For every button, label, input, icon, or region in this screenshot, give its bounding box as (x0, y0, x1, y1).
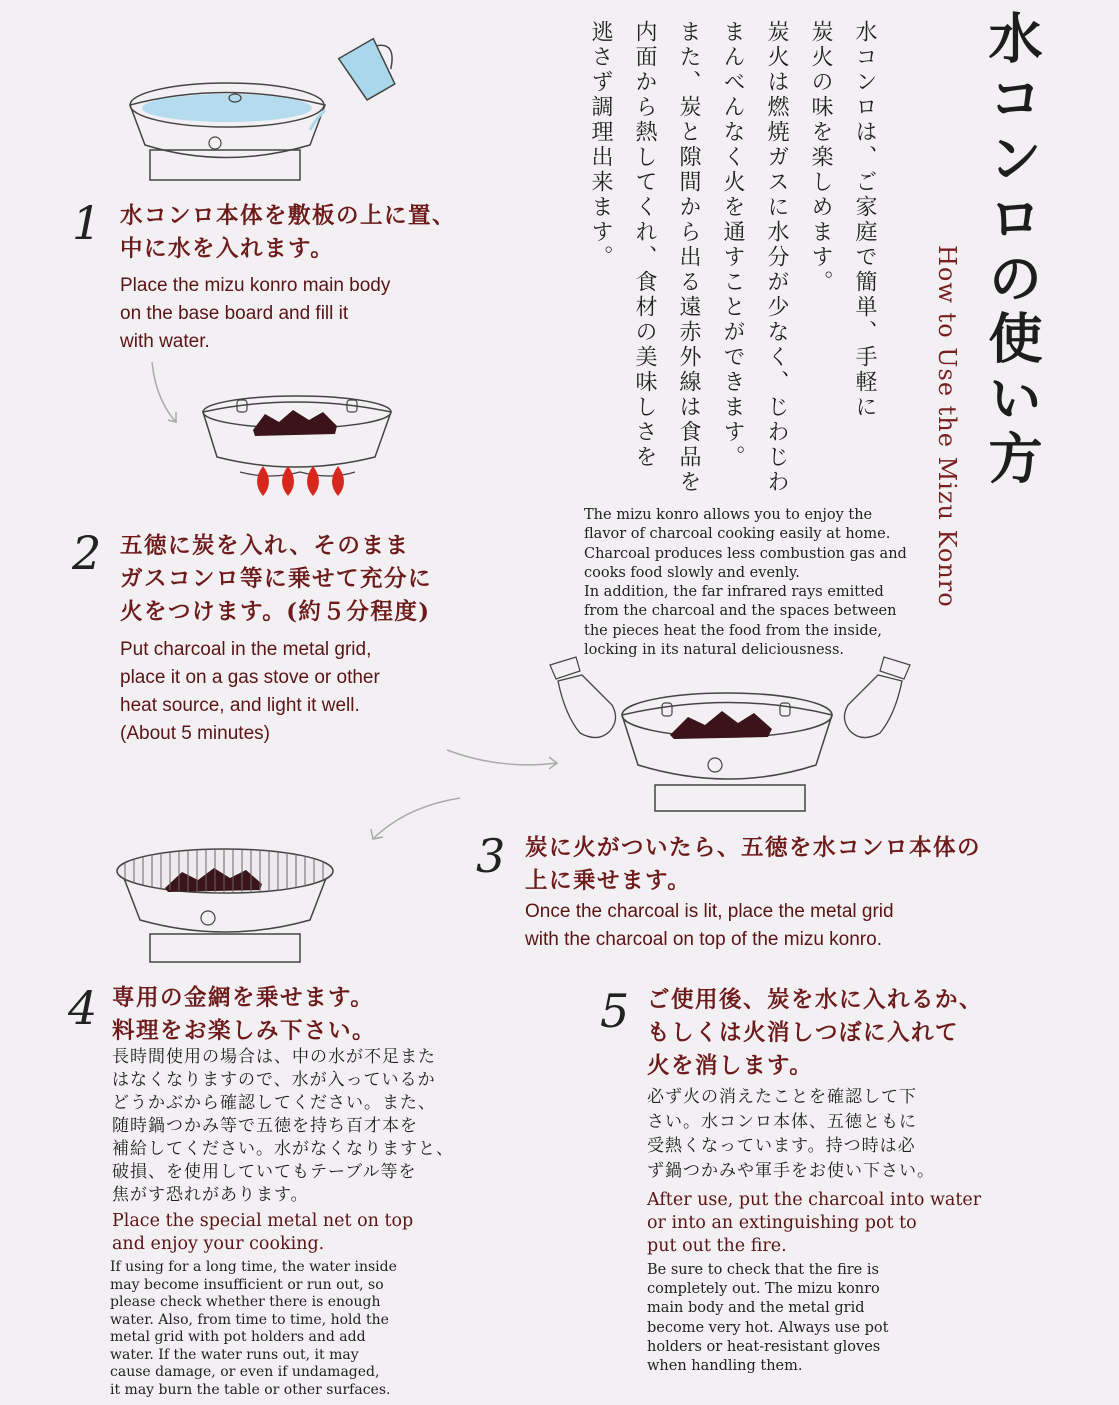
step-5-jp-line: 火を消します。 (647, 1053, 814, 1079)
intro-jp-column: まんべんなく火を通すことができます。 (720, 20, 745, 470)
intro-en-line: Charcoal produces less combustion gas and (584, 545, 907, 562)
step-3-jp-line: 炭に火がついたら、五徳を水コンロ本体の (525, 835, 982, 861)
step-4-en-small (110, 1259, 510, 1399)
step-2-en-line: place it on a gas stove or other (120, 667, 380, 688)
step-4-en-small-line: water. If the water runs out, it may (110, 1346, 359, 1363)
intro-jp-column: 水コンロは、ご家庭で簡単、手軽に (852, 20, 877, 420)
step-5-jp-body-line: 受熱くなっています。持つ時は必 (647, 1136, 916, 1156)
step-number: 1 (72, 196, 102, 250)
step-4-jp-body-line: どうかぶから確認してください。また、 (112, 1093, 436, 1113)
step-number: 5 (600, 984, 630, 1038)
step-number: 4 (68, 981, 98, 1035)
step-3-en-line: Once the charcoal is lit, place the metal grid (525, 901, 894, 922)
intro-jp-column: 内面から熱してくれ、食材の美味しさを (632, 20, 657, 470)
step-2-en-line: heat source, and light it well. (120, 695, 360, 716)
step-1-en-line: Place the mizu konro main body (120, 275, 391, 296)
page-title: 水コンロの使い方 (980, 10, 1044, 490)
step-5-en-line: or into an extinguishing pot to (647, 1213, 917, 1233)
step-5-en-small-line: completely out. The mizu konro (647, 1281, 880, 1298)
step-4-en-small-line: it may burn the table or other surfaces. (110, 1381, 391, 1398)
step-2-heading (120, 530, 520, 629)
step-4-jp-body-line: 長時間使用の場合は、中の水が不足また (112, 1047, 436, 1067)
intro-jp-column: また、炭と隙間から出る遠赤外線は食品を (676, 20, 701, 495)
step-4-jp-body-line: 焦がす恐れがあります。 (112, 1185, 309, 1205)
step-1-en (120, 272, 500, 356)
step-2-en-line: (About 5 minutes) (120, 723, 270, 744)
step-5-en-small-line: holders or heat-resistant gloves (647, 1338, 881, 1355)
step-4-jp-line: 専用の金網を乗せます。 (112, 985, 375, 1011)
step-4-jp-body-line: 破損、を使用していてもテーブル等を (112, 1162, 417, 1182)
gloves-placing-grid-illustration (540, 645, 920, 820)
intro-jp-column: 逃さず調理出来ます。 (588, 20, 613, 270)
intro-jp-column: 炭火の味を楽しめます。 (808, 20, 833, 295)
konro-metal-net-illustration (110, 838, 340, 968)
step-number: 3 (476, 829, 506, 883)
arrow-icon (148, 360, 188, 430)
step-number: 2 (72, 526, 102, 580)
intro-en (584, 506, 924, 660)
step-4-jp-body (112, 1046, 512, 1207)
step-4-jp-body-line: はなくなりますので、水が入っているか (112, 1070, 436, 1090)
step-5-jp-body-line: 必ず火の消えたことを確認して下 (647, 1087, 917, 1107)
step-5-en (647, 1189, 1067, 1258)
intro-en-line: The mizu konro allows you to enjoy the (584, 507, 873, 523)
step-5-heading (647, 984, 1067, 1083)
konro-water-illustration (110, 50, 410, 190)
step-1-heading (120, 200, 500, 266)
step-3-en (525, 898, 1085, 954)
step-4-heading (112, 982, 492, 1048)
step-1-jp-line: 中に水を入れます。 (120, 236, 335, 262)
step-4-jp-body-line: 補給してください。水がなくなりますと、 (112, 1139, 454, 1159)
step-4-en-small-line: please check whether there is enough (110, 1294, 381, 1310)
intro-en-line: from the charcoal and the spaces between (584, 603, 897, 620)
step-4-jp-body-line: 随時鍋つかみ等で五徳を持ち百才本を (112, 1116, 418, 1136)
step-3-jp-line: 上に乗せます。 (525, 868, 692, 894)
step-3-en-line: with the charcoal on top of the mizu konro. (525, 929, 882, 950)
step-4-en-small-line: may become insufficient or run out, so (110, 1276, 384, 1293)
step-5-en-line: put out the fire. (647, 1236, 787, 1256)
step-5-en-small-line: become very hot. Always use pot (647, 1319, 889, 1336)
arrow-icon (365, 795, 465, 845)
step-5-en-small-line: Be sure to check that the fire is (647, 1262, 879, 1278)
step-4-jp-line: 料理をお楽しみ下さい。 (112, 1018, 377, 1044)
step-4-en-small-line: cause damage, or even if undamaged, (110, 1364, 380, 1380)
intro-en-line: In addition, the far infrared rays emitted (584, 584, 884, 601)
step-4-en-line: Place the special metal net on top (112, 1211, 414, 1231)
step-4-en (112, 1210, 512, 1256)
step-3-heading (525, 832, 1085, 898)
step-5-jp-body-line: ず鍋つかみや軍手をお使い下さい。 (647, 1160, 935, 1181)
step-5-jp-line: ご使用後、炭を水に入れるか、 (647, 987, 984, 1013)
step-1-en-line: on the base board and fill it (120, 303, 349, 324)
intro-en-line: locking in its natural deliciousness. (584, 642, 845, 659)
step-2-jp-line: ガスコンロ等に乗せて充分に (120, 566, 433, 592)
step-2-en-line: Put charcoal in the metal grid, (120, 639, 372, 660)
page-subtitle: How to Use the Mizu Konro (933, 245, 961, 608)
step-4-en-line: and enjoy your cooking. (112, 1234, 325, 1254)
step-2-jp-line: 火をつけます。(約５分程度) (120, 599, 431, 625)
step-5-en-small-line: main body and the metal grid (647, 1300, 865, 1317)
step-5-jp-line: もしくは火消しつぼに入れて (647, 1020, 960, 1046)
step-5-en-small (647, 1261, 1067, 1376)
step-2-jp-line: 五徳に炭を入れ、そのまま (120, 533, 410, 559)
intro-en-line: cooks food slowly and evenly. (584, 564, 800, 581)
step-2-en (120, 636, 520, 748)
step-1-jp-line: 水コンロ本体を敷板の上に置、 (120, 203, 457, 229)
step-5-jp-body-line: さい。水コンロ本体、五徳ともに (647, 1111, 917, 1132)
intro-jp (578, 20, 886, 510)
step-5-en-small-line: when handling them. (647, 1358, 803, 1375)
intro-en-line: the pieces heat the food from the inside, (584, 622, 882, 639)
step-5-jp-body (647, 1085, 1067, 1183)
intro-jp-column: 炭火は燃焼ガスに水分が少なく、じわじわ (764, 20, 789, 495)
intro-en-line: flavor of charcoal cooking easily at home. (584, 526, 891, 543)
step-1-en-line: with water. (120, 331, 210, 352)
charcoal-grid-flame-illustration (195, 392, 405, 504)
step-4-en-small-line: If using for a long time, the water inside (110, 1259, 397, 1275)
step-4-en-small-line: metal grid with pot holders and add (110, 1329, 366, 1345)
step-5-en-line: After use, put the charcoal into water (647, 1190, 982, 1210)
step-4-en-small-line: water. Also, from time to time, hold the (110, 1311, 389, 1328)
